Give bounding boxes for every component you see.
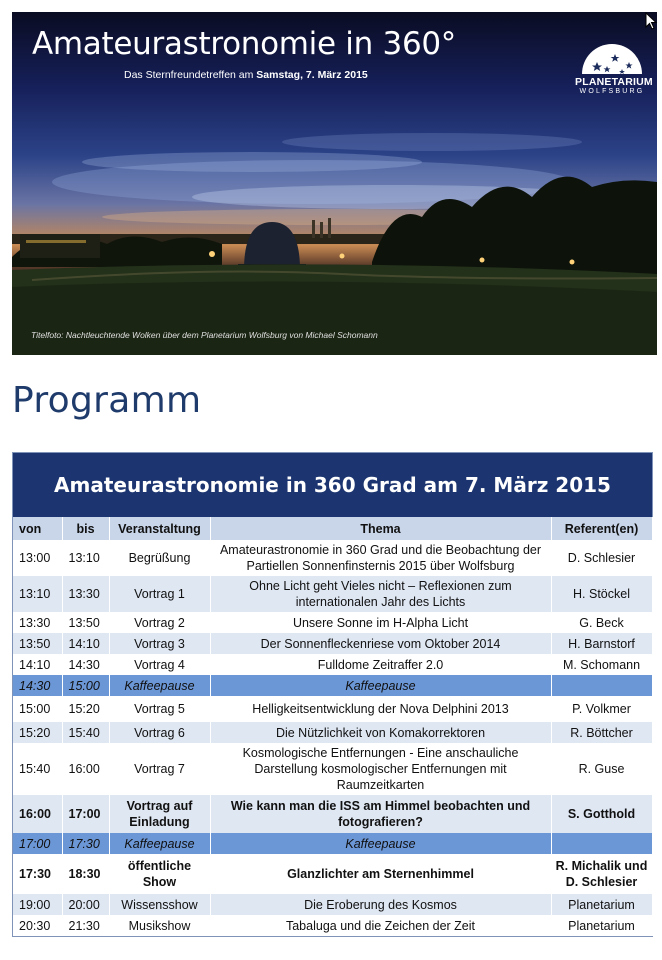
cell-veranstaltung: Vortrag auf Einladung: [109, 795, 210, 833]
hero-subtitle: [124, 69, 368, 81]
cell-von: 20:30: [13, 915, 62, 936]
cell-von: 14:10: [13, 654, 62, 675]
cell-veranstaltung: Vortrag 6: [109, 722, 210, 743]
cell-thema: Die Nützlichkeit von Komakorrektoren: [210, 722, 551, 743]
table-row: [13, 894, 652, 915]
cell-thema: Die Eroberung des Kosmos: [210, 894, 551, 915]
cell-bis: 17:00: [62, 795, 109, 833]
cell-von: 17:00: [13, 833, 62, 854]
cell-bis: 13:50: [62, 612, 109, 633]
cell-von: 15:20: [13, 722, 62, 743]
cell-bis: 13:10: [62, 540, 109, 576]
cell-bis: 21:30: [62, 915, 109, 936]
hero-title: Amateurastronomie in 360°: [32, 26, 456, 62]
hero-banner: [12, 12, 657, 355]
program-title: Amateurastronomie in 360 Grad am 7. März 2015: [13, 453, 652, 517]
cell-bis: 14:30: [62, 654, 109, 675]
table-row: [13, 915, 652, 936]
cell-veranstaltung: öffentliche Show: [109, 854, 210, 894]
cell-referent: [551, 833, 652, 854]
cell-thema: Helligkeitsentwicklung der Nova Delphini 2013: [210, 696, 551, 722]
hero-subtitle-date: Samstag, 7. März 2015: [256, 69, 368, 81]
cell-von: 13:30: [13, 612, 62, 633]
cell-von: 16:00: [13, 795, 62, 833]
cell-bis: 15:00: [62, 675, 109, 696]
cell-referent: Planetarium: [551, 915, 652, 936]
column-header-von: von: [13, 517, 62, 540]
table-row: [13, 795, 652, 833]
cell-referent: G. Beck: [551, 612, 652, 633]
cell-referent: R. Michalik und D. Schlesier: [551, 854, 652, 894]
cell-referent: [551, 675, 652, 696]
cell-thema: Tabaluga und die Zeichen der Zeit: [210, 915, 551, 936]
logo-name: PLANETARIUM: [575, 76, 653, 88]
table-row: [13, 654, 652, 675]
cell-referent: H. Barnstorf: [551, 633, 652, 654]
cell-veranstaltung: Vortrag 2: [109, 612, 210, 633]
cell-bis: 13:30: [62, 576, 109, 612]
cell-von: 13:00: [13, 540, 62, 576]
cell-thema: Glanzlichter am Sternenhimmel: [210, 854, 551, 894]
cell-veranstaltung: Wissensshow: [109, 894, 210, 915]
cell-von: 19:00: [13, 894, 62, 915]
table-row: [13, 854, 652, 894]
cell-veranstaltung: Vortrag 5: [109, 696, 210, 722]
cell-thema: Wie kann man die ISS am Himmel beobachten und fotografieren?: [210, 795, 551, 833]
pause-row: [13, 833, 652, 854]
cell-von: 15:00: [13, 696, 62, 722]
table-row: [13, 743, 652, 795]
cell-thema: Der Sonnenfleckenriese vom Oktober 2014: [210, 633, 551, 654]
table-row: [13, 540, 652, 576]
program-table: [12, 452, 653, 937]
section-heading: Programm: [12, 380, 202, 421]
photo-caption: Titelfoto: Nachtleuchtende Wolken über dem Planetarium Wolfsburg von Michael Schomann: [31, 330, 378, 340]
table-row: [13, 696, 652, 722]
cell-referent: M. Schomann: [551, 654, 652, 675]
cell-von: 13:50: [13, 633, 62, 654]
planetarium-logo: [575, 30, 653, 96]
table-header-row: [13, 517, 652, 540]
cell-bis: 15:20: [62, 696, 109, 722]
cell-referent: Planetarium: [551, 894, 652, 915]
cell-veranstaltung: Begrüßung: [109, 540, 210, 576]
column-header-veranstaltung: Veranstaltung: [109, 517, 210, 540]
cell-thema: Ohne Licht geht Vieles nicht – Reflexionen zum internationalen Jahr des Lichts: [210, 576, 551, 612]
column-header-bis: bis: [62, 517, 109, 540]
cell-referent: D. Schlesier: [551, 540, 652, 576]
cell-bis: 14:10: [62, 633, 109, 654]
cell-von: 13:10: [13, 576, 62, 612]
cell-bis: 20:00: [62, 894, 109, 915]
mouse-pointer-icon: [645, 12, 659, 32]
logo-city: WOLFSBURG: [579, 88, 645, 95]
night-sky-photo: [12, 12, 657, 355]
hero-subtitle-prefix: Das Sternfreundetreffen am: [124, 69, 257, 81]
cell-bis: 17:30: [62, 833, 109, 854]
cell-veranstaltung: Musikshow: [109, 915, 210, 936]
cell-von: 17:30: [13, 854, 62, 894]
cell-thema: Kaffeepause: [210, 675, 551, 696]
cell-veranstaltung: Vortrag 3: [109, 633, 210, 654]
cell-veranstaltung: Vortrag 1: [109, 576, 210, 612]
table-row: [13, 612, 652, 633]
cell-thema: Kosmologische Entfernungen - Eine anschauliche Darstellung kosmologischer Entfernungen mit Raumzeitkarten: [210, 743, 551, 795]
cell-bis: 15:40: [62, 722, 109, 743]
table-row: [13, 722, 652, 743]
cell-von: 14:30: [13, 675, 62, 696]
cell-referent: R. Guse: [551, 743, 652, 795]
planetarium-dome-stars-icon: [575, 30, 649, 76]
cell-veranstaltung: Kaffeepause: [109, 675, 210, 696]
schedule-body: [13, 540, 652, 936]
column-header-thema: Thema: [210, 517, 551, 540]
pause-row: [13, 675, 652, 696]
table-row: [13, 576, 652, 612]
schedule-table: [13, 517, 653, 936]
cell-thema: Amateurastronomie in 360 Grad und die Beobachtung der Partiellen Sonnenfinsternis 2015 über Wolfsburg: [210, 540, 551, 576]
cell-thema: Unsere Sonne im H-Alpha Licht: [210, 612, 551, 633]
cell-thema: Kaffeepause: [210, 833, 551, 854]
cell-veranstaltung: Kaffeepause: [109, 833, 210, 854]
cell-referent: S. Gotthold: [551, 795, 652, 833]
cell-bis: 18:30: [62, 854, 109, 894]
column-header-referent: Referent(en): [551, 517, 652, 540]
cell-bis: 16:00: [62, 743, 109, 795]
cell-referent: R. Böttcher: [551, 722, 652, 743]
cell-veranstaltung: Vortrag 7: [109, 743, 210, 795]
cell-veranstaltung: Vortrag 4: [109, 654, 210, 675]
cell-von: 15:40: [13, 743, 62, 795]
cell-referent: P. Volkmer: [551, 696, 652, 722]
cell-referent: H. Stöckel: [551, 576, 652, 612]
cell-thema: Fulldome Zeitraffer 2.0: [210, 654, 551, 675]
table-row: [13, 633, 652, 654]
